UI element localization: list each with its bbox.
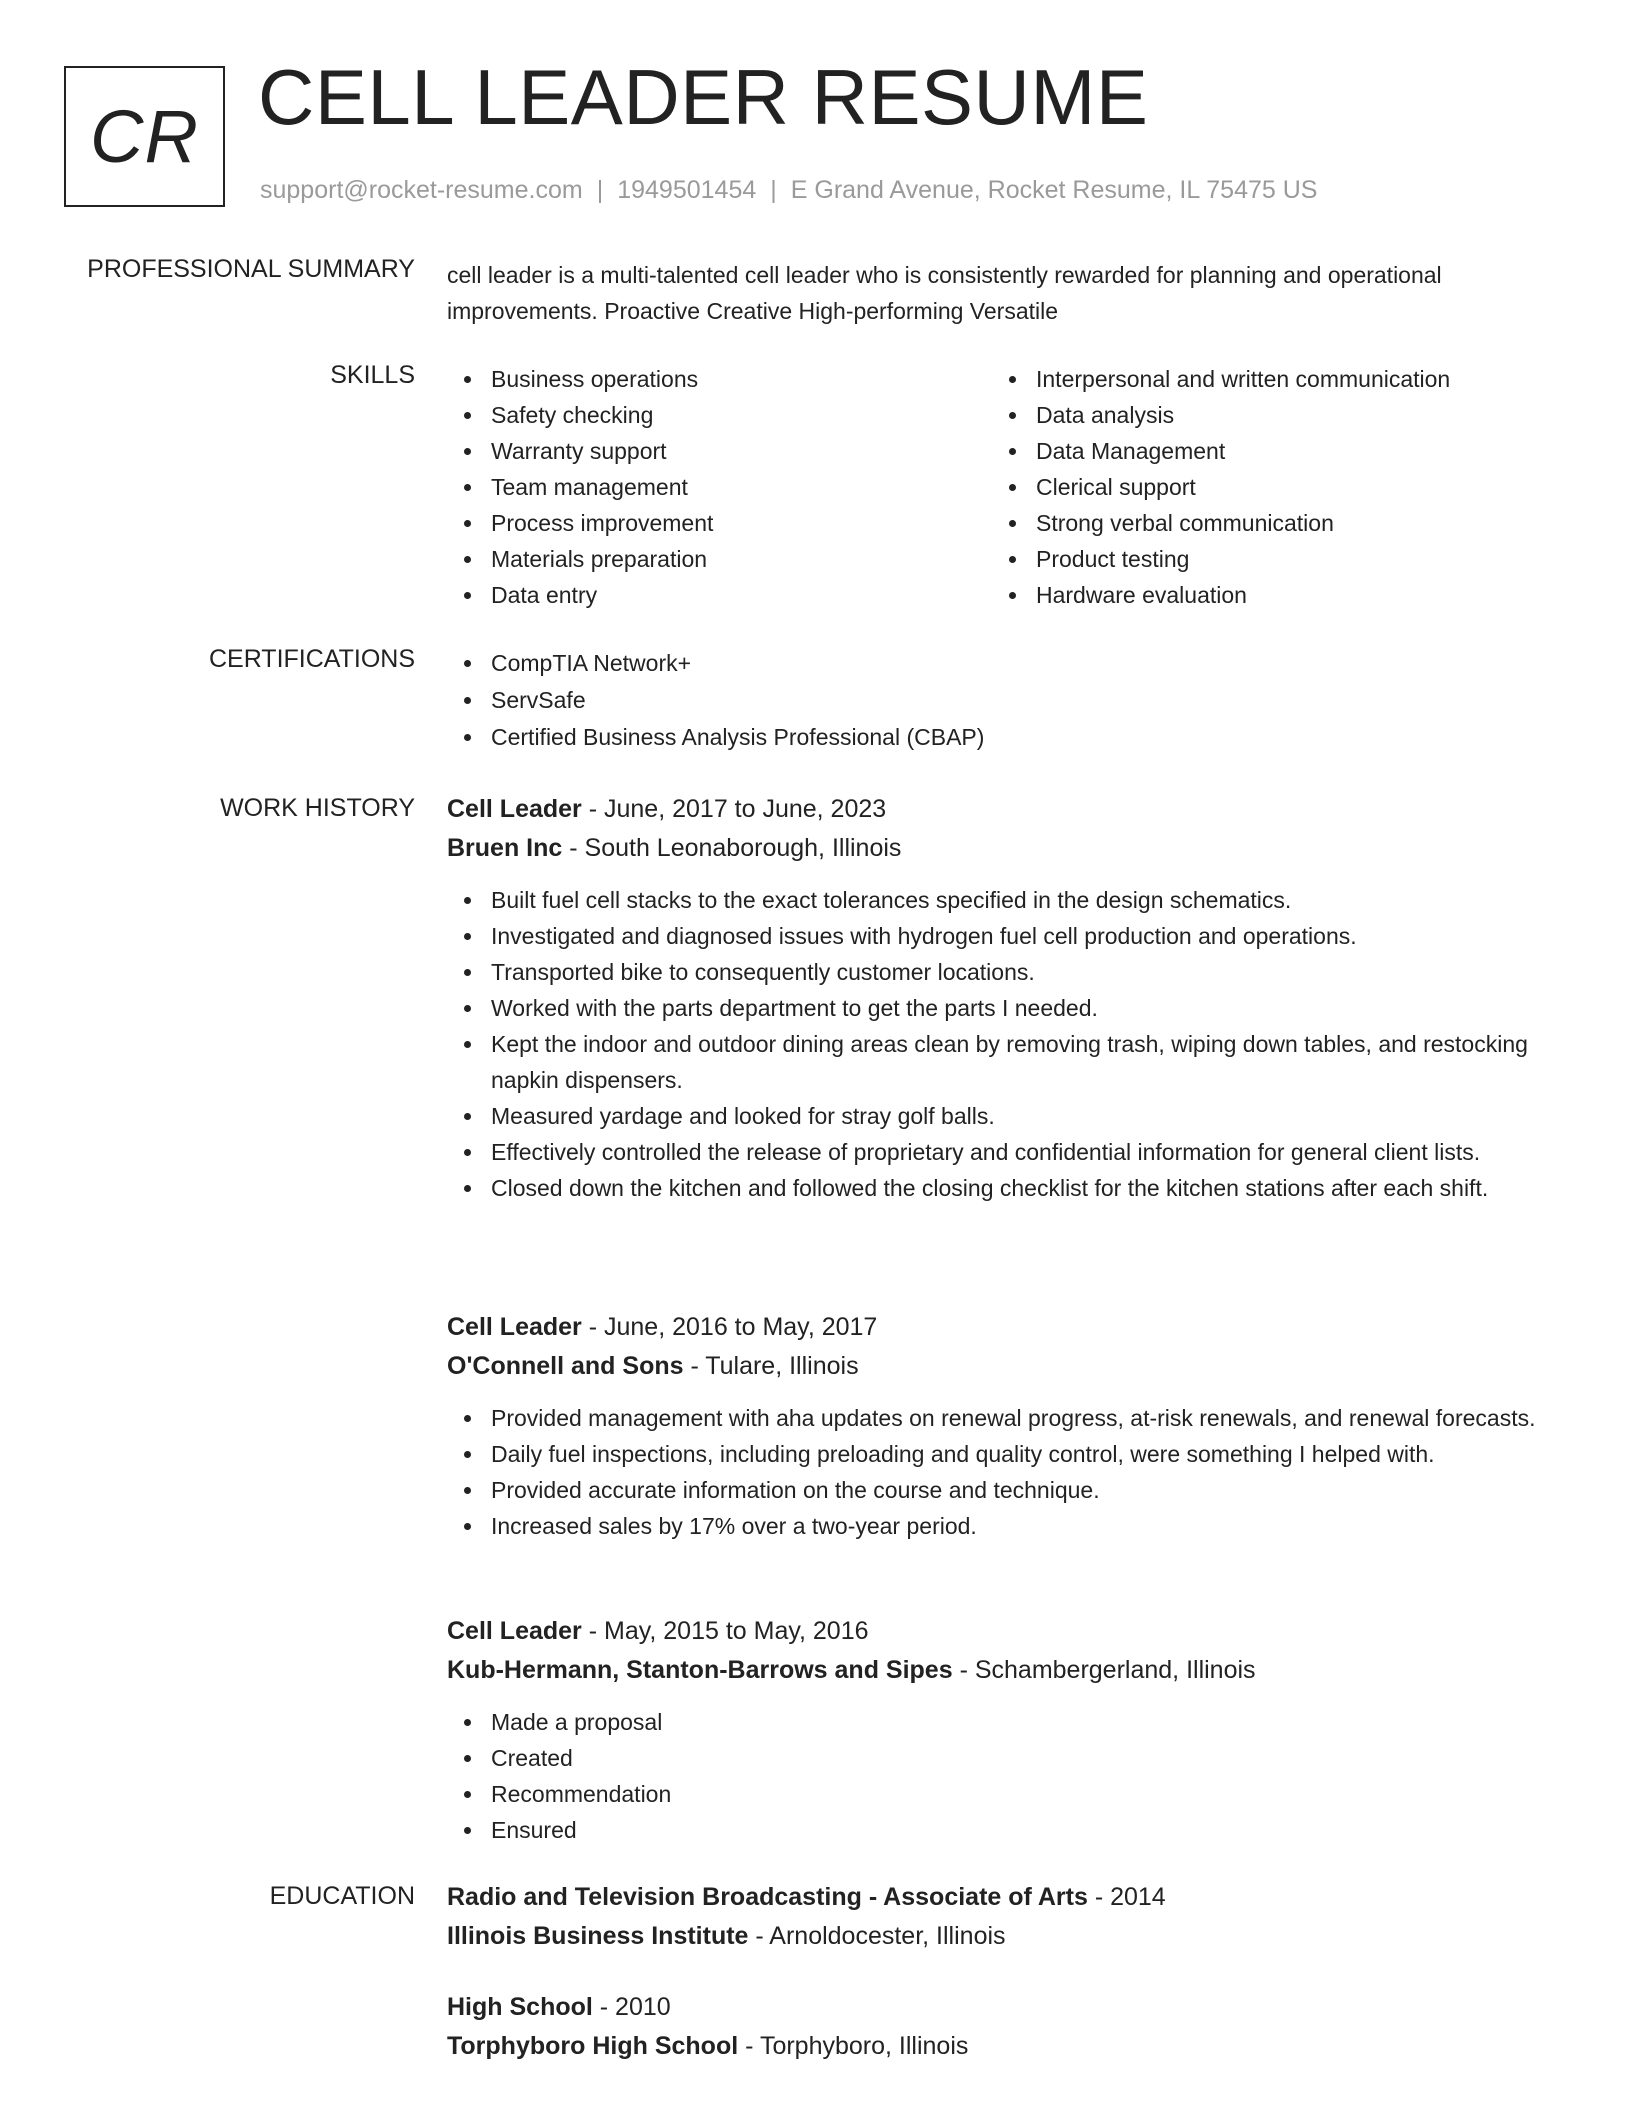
skill-item: Product testing [992,541,1537,577]
job-title: Cell Leader [447,1617,582,1645]
job-bullet: Effectively controlled the release of proprietary and confidential information for general client lists. [447,1134,1537,1170]
job-title: Cell Leader [447,1313,582,1341]
job-dates: - June, 2016 to May, 2017 [581,1313,878,1341]
education-year: - 2010 [592,1993,671,2021]
section-label-education: EDUCATION [269,1882,415,1910]
job-bullet: Transported bike to consequently customer locations. [447,954,1537,990]
skill-item: Team management [447,469,992,505]
job-bullet: Ensured [447,1812,1537,1848]
job-company-line [447,1651,1537,1690]
job-location: - Schambergerland, Illinois [952,1656,1256,1684]
education-school: Illinois Business Institute [447,1922,749,1950]
job-bullet: Measured yardage and looked for stray golf balls. [447,1098,1537,1134]
job-location: - Tulare, Illinois [683,1352,859,1380]
skills-list-left [447,361,992,613]
job-entry [447,1612,1537,1848]
job-bullet: Investigated and diagnosed issues with hydrogen fuel cell production and operations. [447,918,1537,954]
job-bullets [447,1400,1537,1544]
skills-list-right [992,361,1537,613]
job-bullet: Provided management with aha updates on renewal progress, at-risk renewals, and renewal forecasts. [447,1400,1537,1436]
job-title-line [447,790,1537,829]
skill-item: Business operations [447,361,992,397]
contact-phone: 1949501454 [617,176,757,204]
job-title-line [447,1612,1537,1651]
certification-item: ServSafe [447,682,1537,719]
education-entry [447,1878,1537,1956]
education-degree-line [447,1988,1537,2027]
education-school: Torphyboro High School [447,2032,739,2060]
job-title-line [447,1308,1537,1347]
education-degree: High School [447,1993,593,2021]
skill-item: Interpersonal and written communication [992,361,1537,397]
job-bullet: Recommendation [447,1776,1537,1812]
job-bullet: Created [447,1740,1537,1776]
job-company: Kub-Hermann, Stanton-Barrows and Sipes [447,1656,953,1684]
section-label-summary: PROFESSIONAL SUMMARY [87,255,415,283]
section-label-skills: SKILLS [330,361,415,389]
job-bullets [447,1704,1537,1848]
education-year: - 2014 [1087,1883,1166,1911]
job-entry [447,1308,1537,1544]
certifications-list [447,645,1537,756]
skill-item: Strong verbal communication [992,505,1537,541]
job-entry [447,790,1537,1206]
job-bullet: Increased sales by 17% over a two-year period. [447,1508,1537,1544]
job-dates: - May, 2015 to May, 2016 [581,1617,869,1645]
resume-title: CELL LEADER RESUME [258,53,1149,141]
certification-item: CompTIA Network+ [447,645,1537,682]
job-bullet: Made a proposal [447,1704,1537,1740]
monogram-logo: CR [64,66,225,207]
job-company: Bruen Inc [447,834,563,862]
contact-separator: | [596,176,604,204]
education-degree: Radio and Television Broadcasting - Associate of Arts [447,1883,1088,1911]
skills-columns [447,361,1537,613]
job-company-line [447,1347,1537,1386]
education-school-line [447,2027,1537,2066]
skill-item: Data Management [992,433,1537,469]
job-bullet: Worked with the parts department to get the parts I needed. [447,990,1537,1026]
job-bullet: Built fuel cell stacks to the exact tolerances specified in the design schematics. [447,882,1537,918]
summary-text: cell leader is a multi-talented cell leader who is consistently rewarded for planning and operational improvements. Proactive Creative High-performing Versatile [447,262,1442,324]
job-company-line [447,829,1537,868]
education-degree-line [447,1878,1537,1917]
job-bullet: Closed down the kitchen and followed the closing checklist for the kitchen stations after each shift. [447,1170,1537,1206]
skill-item: Data analysis [992,397,1537,433]
skill-item: Clerical support [992,469,1537,505]
contact-separator: | [770,176,777,204]
job-bullet: Kept the indoor and outdoor dining areas clean by removing trash, wiping down tables, and restocking napkin dispensers. [447,1026,1537,1098]
contact-address: E Grand Avenue, Rocket Resume, IL 75475 US [790,176,1318,204]
skill-item: Data entry [447,577,992,613]
section-label-certifications: CERTIFICATIONS [208,645,415,673]
education-school-line [447,1917,1537,1956]
skill-item: Process improvement [447,505,992,541]
skill-item: Safety checking [447,397,992,433]
education-location: - Torphyboro, Illinois [738,2032,969,2060]
section-label-work-history: WORK HISTORY [220,794,415,822]
contact-line [260,176,1317,205]
job-bullet: Daily fuel inspections, including preloading and quality control, were something I helped with. [447,1436,1537,1472]
job-company: O'Connell and Sons [447,1352,684,1380]
job-title: Cell Leader [447,795,582,823]
education-entry [447,1988,1537,2066]
job-bullets [447,882,1537,1206]
certification-item: Certified Business Analysis Professional (CBAP) [447,719,1537,756]
certifications-content [447,645,1537,756]
skill-item: Hardware evaluation [992,577,1537,613]
skill-item: Materials preparation [447,541,992,577]
education-location: - Arnoldocester, Illinois [748,1922,1006,1950]
skill-item: Warranty support [447,433,992,469]
job-location: - South Leonaborough, Illinois [562,834,902,862]
contact-email: support@rocket-resume.com [260,176,583,204]
job-bullet: Provided accurate information on the course and technique. [447,1472,1537,1508]
job-dates: - June, 2017 to June, 2023 [581,795,887,823]
